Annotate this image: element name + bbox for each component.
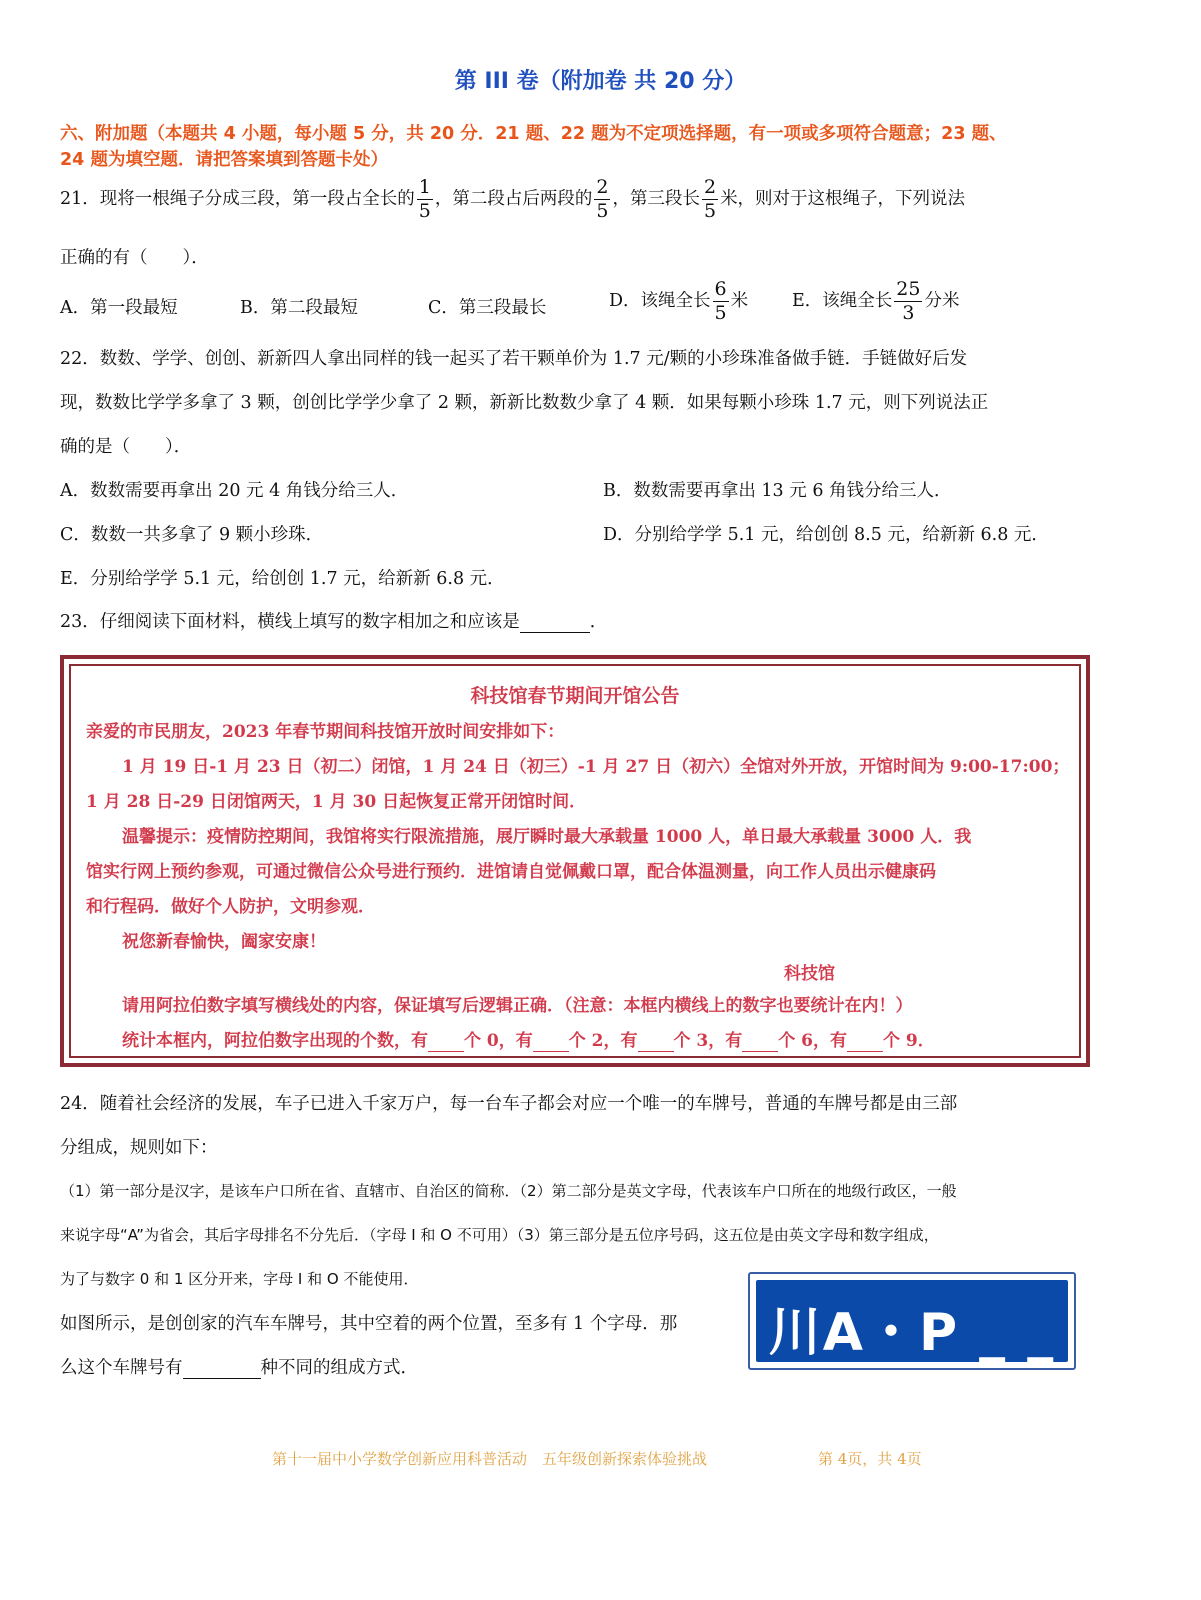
notice-line: 1 月 19 日-1 月 23 日（初二）闭馆，1 月 24 日（初三）-1 月 27 日（初六）全馆对外开放，开馆时间为 9:00-17:00；: [122, 757, 1070, 777]
notice-line: 祝您新春愉快，阖家安康！: [122, 932, 326, 952]
answer-blank: [183, 1358, 261, 1379]
question-21-line1: 21．现将一根绳子分成三段，第一段占全长的 $\frac{1}{5}$ ，第二段占后两段的 $\frac{2}{5}$ ，第三段长 $\frac{2}{5}$ 米，则对于这根绳子，下列说法: [60, 176, 966, 222]
page-title: 第 III 卷（附加卷 共 20 分）: [454, 69, 747, 94]
notice-line: 1 月 28 日-29 日闭馆两天，1 月 30 日起恢复正常开闭馆时间．: [86, 792, 587, 812]
notice-line: 温馨提示：疫情防控期间，我馆将实行限流措施，展厅瞬时最大承载量 1000 人，单日最大承载量 3000 人．我: [122, 827, 972, 847]
rule-line-2: 来说字母“A”为省会，其后字母排名不分先后．（字母 I 和 O 不可用）（3）第三部分是五位序号码，这五位是由英文字母和数字组成，: [60, 1226, 939, 1244]
q21-option-e: E．该绳全长 $\frac{25}{3}$ 分米: [792, 278, 960, 324]
notice-title: 科技馆春节期间开馆公告: [470, 685, 680, 707]
fraction: $\frac{25}{3}$: [896, 278, 921, 324]
q21-option-a: A．第一段最短: [60, 298, 178, 318]
fraction: $\frac{1}{5}$: [418, 176, 431, 222]
rule-line-1: （1）第一部分是汉字，是该车户口所在省、直辖市、自治区的简称．（2）第二部分是英文字母，代表该车户口所在的地级行政区，一般: [60, 1182, 957, 1200]
answer-blank: [847, 1031, 883, 1052]
notice-line: 亲爱的市民朋友，2023 年春节期间科技馆开放时间安排如下：: [86, 722, 565, 742]
q22-option-c: C．数数一共多拿了 9 颗小珍珠．: [60, 525, 324, 545]
answer-blank: [428, 1031, 464, 1052]
answer-blank: [742, 1031, 778, 1052]
section-heading-line2: 24 题为填空题．请把答案填到答题卡处）: [60, 150, 388, 170]
notice-line: 馆实行网上预约参观，可通过微信公众号进行预约．进馆请自觉佩戴口罩，配合体温测量，向工作人员出示健康码: [86, 862, 936, 882]
footer-page-number: 第 4页，共 4页: [818, 1450, 922, 1468]
notice-line: 和行程码．做好个人防护，文明参观．: [86, 897, 375, 917]
q21-option-d: D．该绳全长 $\frac{6}{5}$ 米: [609, 278, 749, 324]
license-plate-text: 川A・P _ _ 51: [768, 1303, 1056, 1425]
answer-blank: [533, 1031, 569, 1052]
q21-option-b: B．第二段最短: [240, 298, 358, 318]
q22-option-e: E．分别给学学 5.1 元，给创创 1.7 元，给新新 6.8 元．: [60, 569, 505, 589]
q22-option-a: A．数数需要再拿出 20 元 4 角钱分给三人．: [60, 481, 409, 501]
answer-blank: [638, 1031, 674, 1052]
fraction: $\frac{2}{5}$: [703, 176, 717, 222]
question-22-line2: 现，数数比学学多拿了 3 颗，创创比学学少拿了 2 颗，新新比数数少拿了 4 颗．如果每颗小珍珠 1.7 元，则下列说法正: [60, 393, 989, 413]
notice-instruction: 请用阿拉伯数字填写横线处的内容，保证填写后逻辑正确．（注意：本框内横线上的数字也要统计在内！）: [122, 996, 913, 1016]
question-24-line2: 分组成，规则如下：: [60, 1138, 218, 1158]
question-22-line1: 22．数数、学学、创创、新新四人拿出同样的钱一起买了若干颗单价为 1.7 元/颗的小珍珠准备做手链．手链做好后发: [60, 349, 968, 369]
rule-line-3: 为了与数字 0 和 1 区分开来，字母 I 和 O 不能使用．: [60, 1270, 419, 1288]
section-heading-line1: 六、附加题（本题共 4 小题，每小题 5 分，共 20 分．21 题、22 题为不定项选择题，有一项或多项符合题意；23 题、: [60, 124, 1007, 144]
q22-option-d: D．分别给学学 5.1 元，给创创 8.5 元，给新新 6.8 元．: [603, 525, 1049, 545]
notice-box: [60, 655, 1090, 1067]
license-plate-background: [756, 1280, 1068, 1425]
question-24-line4: 么这个车牌号有 种不同的组成方式．: [60, 1358, 418, 1378]
q22-option-b: B．数数需要再拿出 13 元 6 角钱分给三人．: [603, 481, 952, 501]
notice-signature: 科技馆: [784, 964, 835, 984]
fraction: $\frac{6}{5}$: [714, 278, 727, 324]
answer-blank: [520, 612, 590, 633]
question-23: 23．仔细阅读下面材料，横线上填写的数字相加之和应该是 ．: [60, 612, 608, 632]
license-plate-image: [748, 1272, 1076, 1425]
notice-count-line: 统计本框内，阿拉伯数字出现的个数，有 个 0，有 个 2，有 个 3，有 个 6，有 个 9．: [122, 1031, 935, 1051]
question-24-line1: 24．随着社会经济的发展，车子已进入千家万户，每一台车子都会对应一个唯一的车牌号，普通的车牌号都是由三部: [60, 1094, 958, 1114]
question-24-line3: 如图所示，是创创家的汽车车牌号，其中空着的两个位置，至多有 1 个字母．那: [60, 1314, 678, 1334]
fraction: $\frac{2}{5}$: [596, 176, 609, 222]
q21-option-c: C．第三段最长: [428, 298, 547, 318]
question-22-line3: 确的是（ ）．: [60, 437, 192, 457]
footer-event-name: 第十一届中小学数学创新应用科普活动 五年级创新探索体验挑战: [272, 1450, 708, 1468]
question-21-line2: 正确的有（ ）．: [60, 248, 209, 268]
